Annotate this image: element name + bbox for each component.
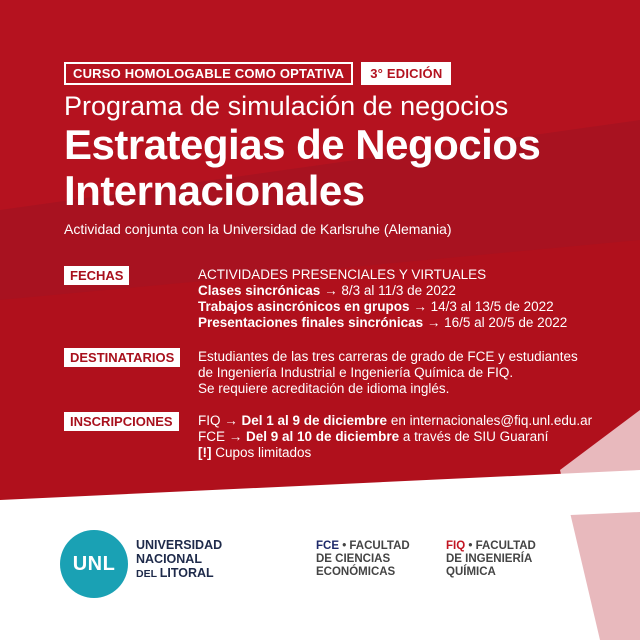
fechas-item: Clases sincrónicas → 8/3 al 11/3 de 2022: [198, 283, 456, 298]
destinatarios-line: Se requiere acreditación de idioma inglés.: [198, 381, 450, 396]
title-line-1: Estrategias de Negocios: [64, 121, 541, 168]
fechas-item: Trabajos asincrónicos en grupos → 14/3 al 13/5 de 2022: [198, 299, 554, 314]
badges: [64, 62, 624, 85]
fiq-logo: FIQ • FACULTAD DE INGENIERÍA QUÍMICA: [446, 540, 536, 578]
program-subtitle: Programa de simulación de negocios: [64, 91, 509, 121]
fechas-item: Presentaciones finales sincrónicas → 16/5 al 20/5 de 2022: [198, 315, 568, 330]
main-content: [64, 62, 624, 237]
title-line-2: Internacionales: [64, 167, 365, 214]
warning-icon: [!]: [198, 445, 212, 460]
inscripciones-info: [198, 413, 592, 461]
destinatarios-line: Estudiantes de las tres carreras de grado de FCE y estudiantes: [198, 349, 578, 364]
course-badge: CURSO HOMOLOGABLE COMO OPTATIVA: [64, 62, 353, 85]
destinatarios-info: [198, 349, 578, 397]
unl-name: UNIVERSIDAD NACIONAL DEL LITORAL: [136, 538, 223, 580]
destinatarios-line: de Ingeniería Industrial e Ingeniería Química de FIQ.: [198, 365, 514, 380]
unl-logo: UNL: [60, 530, 128, 598]
joint-activity-note: Actividad conjunta con la Universidad de Karlsruhe (Alemania): [64, 221, 452, 237]
inscripcion-fce: FCE → Del 9 al 10 de diciembre a través de SIU Guaraní: [198, 429, 549, 444]
inscripciones-label: INSCRIPCIONES: [64, 412, 179, 431]
fechas-heading: ACTIVIDADES PRESENCIALES Y VIRTUALES: [198, 267, 487, 282]
edition-badge: 3° EDICIÓN: [361, 62, 451, 85]
fechas-label: FECHAS: [64, 266, 129, 285]
fiq-email: en internacionales@fiq.unl.edu.ar: [387, 413, 593, 428]
fce-logo: FCE • FACULTAD DE CIENCIAS ECONÓMICAS: [316, 540, 410, 578]
inscripcion-fiq: FIQ → Del 1 al 9 de diciembre en internacionales@fiq.unl.edu.ar: [198, 413, 593, 428]
fechas-info: [198, 267, 567, 331]
cupos-note: [!] Cupos limitados: [198, 445, 312, 460]
destinatarios-label: DESTINATARIOS: [64, 348, 180, 367]
